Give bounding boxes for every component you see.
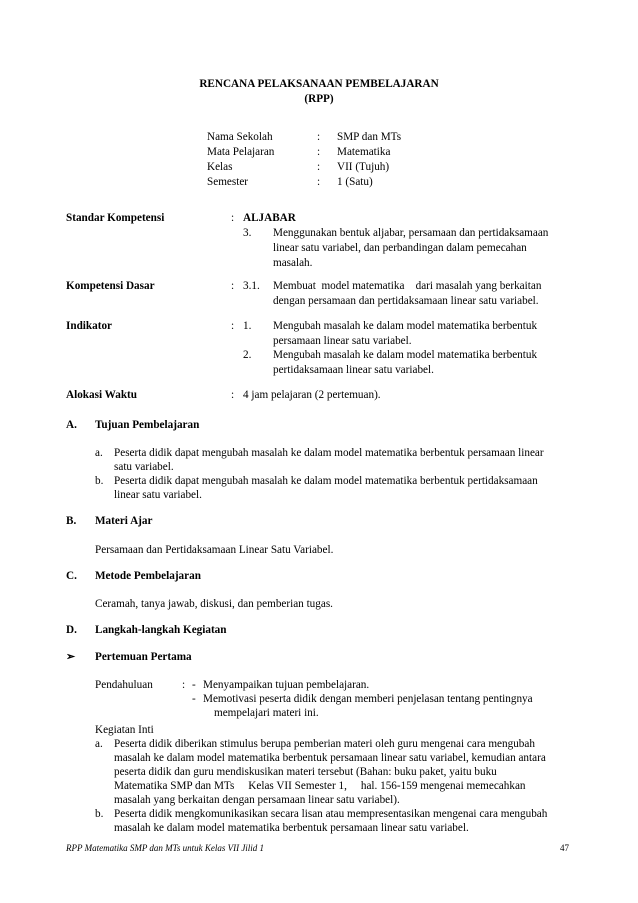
- pendahuluan-text: Memotivasi peserta didik dengan memberi penjelasan tentang pentingnya: [203, 693, 533, 705]
- alokasi-waktu-sep: :: [231, 389, 235, 401]
- indikator-text: pertidaksamaan linear satu variabel.: [273, 364, 434, 376]
- pertemuan-heading: Pertemuan Pertama: [95, 651, 192, 663]
- kompetensi-dasar-text: Membuat model matematika dari masalah yang berkaitan: [273, 280, 542, 292]
- pendahuluan-sep: :: [182, 679, 186, 691]
- arrow-bullet-icon: ➢: [66, 651, 76, 663]
- identity-sep: :: [317, 176, 321, 188]
- list-item-text: satu variabel.: [114, 461, 174, 473]
- kompetensi-dasar-label: Kompetensi Dasar: [66, 280, 155, 292]
- kegiatan-inti-text: masalah ke dalam model matematika berbentuk persamaan linear satu variabel.: [114, 822, 469, 834]
- list-dash: -: [192, 679, 196, 691]
- list-marker: b.: [95, 808, 104, 820]
- standar-kompetensi-sep: :: [231, 212, 235, 224]
- section-a-letter: A.: [66, 419, 77, 431]
- indikator-text: persamaan linear satu variabel.: [273, 335, 412, 347]
- list-marker: a.: [95, 447, 103, 459]
- kegiatan-inti-text: masalah yang berkaitan dengan persamaan linear satu variabel).: [114, 794, 400, 806]
- section-a-heading: Tujuan Pembelajaran: [95, 419, 200, 431]
- document-title: RENCANA PELAKSANAAN PEMBELAJARAN: [199, 78, 439, 90]
- indikator-text: Mengubah masalah ke dalam model matematika berbentuk: [273, 320, 538, 332]
- section-d-letter: D.: [66, 624, 77, 636]
- identity-label: Semester: [207, 176, 249, 188]
- page-number: 47: [560, 843, 569, 853]
- footer-title: RPP Matematika SMP dan MTs untuk Kelas VII Jilid 1: [66, 843, 265, 853]
- kegiatan-inti-text: Peserta didik diberikan stimulus berupa pemberian materi oleh guru mengenai cara mengubah: [114, 738, 535, 750]
- section-b-heading: Materi Ajar: [95, 515, 153, 527]
- list-dash: -: [192, 693, 196, 705]
- kompetensi-dasar-text: dengan persamaan dan pertidaksamaan linear satu variabel.: [273, 295, 539, 307]
- kegiatan-inti-label: Kegiatan Inti: [95, 724, 154, 736]
- kompetensi-dasar-sep: :: [231, 280, 235, 292]
- identity-value: Matematika: [337, 146, 391, 158]
- identity-value: VII (Tujuh): [337, 161, 390, 173]
- standar-kompetensi-heading: ALJABAR: [243, 212, 296, 224]
- list-item-text: Peserta didik dapat mengubah masalah ke dalam model matematika berbentuk persamaan linear: [114, 447, 544, 459]
- kegiatan-inti-text: Peserta didik mengkomunikasikan secara lisan atau mempresentasikan mengenai cara mengubah: [114, 808, 548, 820]
- indikator-text: Mengubah masalah ke dalam model matematika berbentuk: [273, 349, 538, 361]
- kompetensi-dasar-number: 3.1.: [243, 280, 260, 292]
- standar-kompetensi-number: 3.: [243, 227, 252, 239]
- identity-value: SMP dan MTs: [337, 131, 402, 143]
- alokasi-waktu-label: Alokasi Waktu: [66, 389, 137, 401]
- list-marker: a.: [95, 738, 103, 750]
- kegiatan-inti-text: masalah ke dalam model matematika berbentuk persamaan linear satu variabel, kemudian antara: [114, 752, 546, 764]
- identity-sep: :: [317, 161, 321, 173]
- list-item-text: Peserta didik dapat mengubah masalah ke dalam model matematika berbentuk pertidaksamaan: [114, 475, 538, 487]
- identity-label: Kelas: [207, 161, 233, 173]
- section-b-text: Persamaan dan Pertidaksamaan Linear Satu Variabel.: [95, 544, 334, 556]
- section-b-letter: B.: [66, 515, 77, 527]
- indikator-sep: :: [231, 320, 235, 332]
- standar-kompetensi-text: Menggunakan bentuk aljabar, persamaan dan pertidaksamaan: [273, 227, 549, 239]
- section-c-text: Ceramah, tanya jawab, diskusi, dan pemberian tugas.: [95, 598, 333, 610]
- pendahuluan-label: Pendahuluan: [95, 679, 153, 691]
- list-marker: b.: [95, 475, 104, 487]
- identity-label: Nama Sekolah: [207, 131, 273, 143]
- indikator-label: Indikator: [66, 320, 113, 332]
- pendahuluan-text: Menyampaikan tujuan pembelajaran.: [203, 679, 370, 691]
- indikator-number: 2.: [243, 349, 252, 361]
- kegiatan-inti-text: Matematika SMP dan MTs Kelas VII Semester 1, hal. 156-159 mengenai memecahkan: [114, 780, 526, 792]
- standar-kompetensi-label: Standar Kompetensi: [66, 212, 165, 224]
- section-d-heading: Langkah-langkah Kegiatan: [95, 624, 227, 636]
- identity-value: 1 (Satu): [337, 176, 373, 188]
- alokasi-waktu-value: 4 jam pelajaran (2 pertemuan).: [243, 389, 381, 401]
- identity-sep: :: [317, 131, 321, 143]
- standar-kompetensi-text: masalah.: [273, 257, 313, 269]
- section-c-letter: C.: [66, 570, 77, 582]
- pendahuluan-text: mempelajari materi ini.: [214, 707, 319, 719]
- kegiatan-inti-text: peserta didik dan guru mendiskusikan materi tersebut (Bahan: buku paket, yaitu buku: [114, 766, 497, 778]
- document-subtitle: (RPP): [304, 93, 334, 105]
- section-c-heading: Metode Pembelajaran: [95, 570, 201, 582]
- standar-kompetensi-text: linear satu variabel, dan perbandingan dalam pemecahan: [273, 242, 527, 254]
- identity-sep: :: [317, 146, 321, 158]
- identity-label: Mata Pelajaran: [207, 146, 275, 158]
- indikator-number: 1.: [243, 320, 252, 332]
- list-item-text: linear satu variabel.: [114, 489, 202, 501]
